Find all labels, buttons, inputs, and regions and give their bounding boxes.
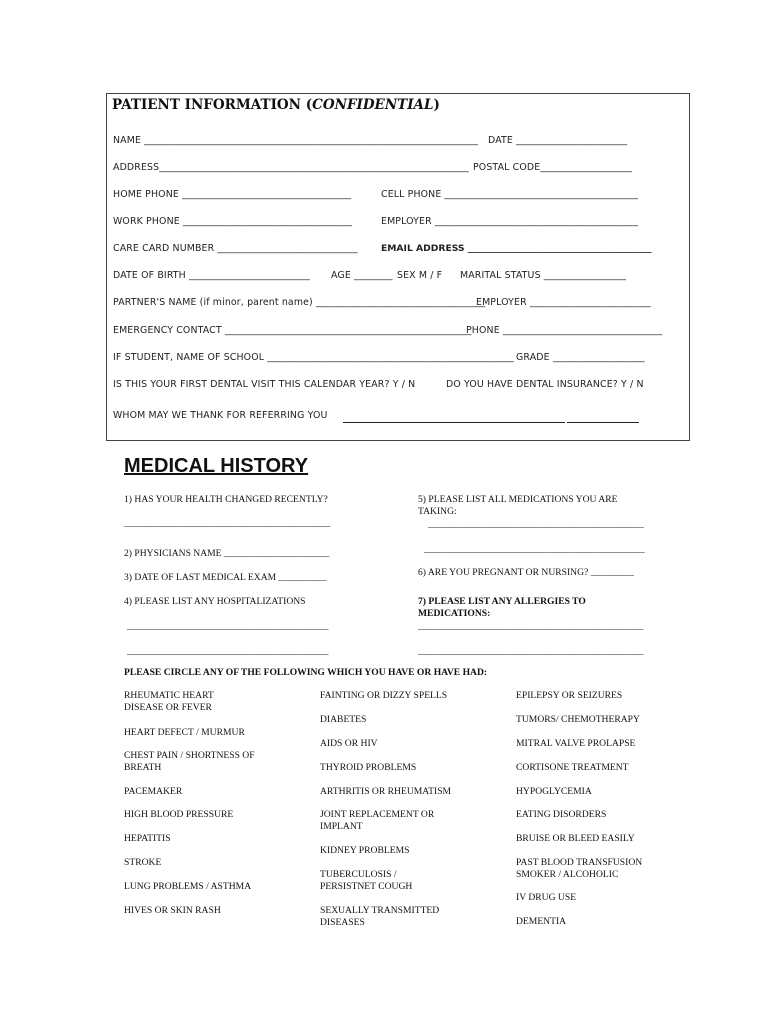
condition-pacemaker[interactable]: PACEMAKER: [124, 786, 183, 797]
condition-joint-replacement[interactable]: JOINT REPLACEMENT OR IMPLANT: [320, 809, 435, 832]
referring-line: [343, 422, 565, 423]
referring-line-end: [567, 422, 639, 423]
condition-rheumatic-heart[interactable]: RHEUMATIC HEART DISEASE OR FEVER: [124, 690, 214, 713]
cell-phone-field[interactable]: CELL PHONE ________________________________________: [381, 189, 639, 200]
condition-tuberculosis[interactable]: TUBERCULOSIS / PERSISTNET COUGH: [320, 869, 413, 892]
condition-hives[interactable]: HIVES OR SKIN RASH: [124, 905, 221, 916]
insurance-question[interactable]: DO YOU HAVE DENTAL INSURANCE? Y / N: [446, 379, 644, 390]
condition-epilepsy[interactable]: EPILEPSY OR SEIZURES: [516, 690, 623, 701]
condition-kidney[interactable]: KIDNEY PROBLEMS: [320, 845, 410, 856]
last-medical-exam-field[interactable]: 3) DATE OF LAST MEDICAL EXAM __________: [124, 572, 327, 583]
condition-thyroid[interactable]: THYROID PROBLEMS: [320, 762, 417, 773]
condition-heart-defect[interactable]: HEART DEFECT / MURMUR: [124, 727, 245, 738]
care-card-field[interactable]: CARE CARD NUMBER _____________________________: [113, 243, 358, 254]
phone-field[interactable]: PHONE _________________________________: [466, 325, 663, 336]
first-visit-question[interactable]: IS THIS YOUR FIRST DENTAL VISIT THIS CALENDAR YEAR? Y / N: [113, 379, 416, 390]
hospitalizations-line-1[interactable]: __________________________________________: [127, 621, 329, 632]
condition-stroke[interactable]: STROKE: [124, 857, 162, 868]
home-phone-field[interactable]: HOME PHONE ___________________________________: [113, 189, 352, 200]
condition-cortisone[interactable]: CORTISONE TREATMENT: [516, 762, 629, 773]
email-address-field[interactable]: EMAIL ADDRESS ________________________________________: [381, 243, 652, 254]
question-hospitalizations: 4) PLEASE LIST ANY HOSPITALIZATIONS: [124, 596, 306, 607]
condition-dementia[interactable]: DEMENTIA: [516, 916, 567, 927]
hospitalizations-line-2[interactable]: __________________________________________: [127, 646, 329, 657]
date-field[interactable]: DATE _______________________: [488, 135, 628, 146]
condition-hypoglycemia[interactable]: HYPOGLYCEMIA: [516, 786, 592, 797]
grade-field[interactable]: GRADE ___________________: [516, 352, 645, 363]
date-of-birth-field[interactable]: DATE OF BIRTH _________________________: [113, 270, 310, 281]
partner-employer-field[interactable]: EMPLOYER _________________________: [476, 297, 651, 308]
sex-field[interactable]: SEX M / F: [397, 270, 443, 281]
age-field[interactable]: AGE ________: [331, 270, 393, 281]
question-medications: 5) PLEASE LIST ALL MEDICATIONS YOU ARE TAKING:: [418, 494, 618, 517]
referring-field[interactable]: WHOM MAY WE THANK FOR REFERRING YOU: [113, 410, 328, 421]
condition-aids-hiv[interactable]: AIDS OR HIV: [320, 738, 378, 749]
pregnant-nursing-field[interactable]: 6) ARE YOU PREGNANT OR NURSING? _________: [418, 567, 634, 578]
work-phone-field[interactable]: WORK PHONE ___________________________________: [113, 216, 353, 227]
condition-bruise-bleed[interactable]: BRUISE OR BLEED EASILY: [516, 833, 635, 844]
condition-mitral-valve[interactable]: MITRAL VALVE PROLAPSE: [516, 738, 636, 749]
condition-hepatitis[interactable]: HEPATITIS: [124, 833, 171, 844]
marital-status-field[interactable]: MARITAL STATUS _________________: [460, 270, 627, 281]
allergies-line-1[interactable]: _______________________________________________: [418, 621, 644, 632]
condition-arthritis[interactable]: ARTHRITIS OR RHEUMATISM: [320, 786, 452, 797]
condition-std[interactable]: SEXUALLY TRANSMITTED DISEASES: [320, 905, 440, 928]
condition-eating-disorders[interactable]: EATING DISORDERS: [516, 809, 607, 820]
condition-chest-pain[interactable]: CHEST PAIN / SHORTNESS OF BREATH: [124, 750, 255, 773]
medical-history-heading: MEDICAL HISTORY: [124, 455, 309, 477]
postal-code-field[interactable]: POSTAL CODE___________________: [473, 162, 633, 173]
condition-iv-drug-use[interactable]: IV DRUG USE: [516, 892, 577, 903]
school-name-field[interactable]: IF STUDENT, NAME OF SCHOOL ___________________________________________________: [113, 352, 514, 363]
partner-name-field[interactable]: PARTNER'S NAME (if minor, parent name) ___________________________________: [113, 297, 486, 308]
circle-conditions-prompt: PLEASE CIRCLE ANY OF THE FOLLOWING WHICH YOU HAVE OR HAVE HAD:: [124, 667, 488, 678]
condition-smoker-alcoholic[interactable]: SMOKER / ALCOHOLIC: [516, 869, 619, 880]
condition-lung-problems[interactable]: LUNG PROBLEMS / ASTHMA: [124, 881, 252, 892]
allergies-line-2[interactable]: _______________________________________________: [418, 646, 644, 657]
condition-blood-transfusion[interactable]: PAST BLOOD TRANSFUSION: [516, 857, 643, 868]
emergency-contact-field[interactable]: EMERGENCY CONTACT ___________________________________________________: [113, 325, 472, 336]
condition-fainting[interactable]: FAINTING OR DIZZY SPELLS: [320, 690, 448, 701]
address-field[interactable]: ADDRESS________________________________________________________________: [113, 162, 469, 173]
condition-high-blood-pressure[interactable]: HIGH BLOOD PRESSURE: [124, 809, 234, 820]
condition-tumors[interactable]: TUMORS/ CHEMOTHERAPY: [516, 714, 640, 725]
question-health-changed: 1) HAS YOUR HEALTH CHANGED RECENTLY?: [124, 494, 328, 505]
patient-info-title: PATIENT INFORMATION (CONFIDENTIAL): [112, 97, 440, 113]
medications-line-2[interactable]: ______________________________________________: [424, 544, 645, 555]
employer-field[interactable]: EMPLOYER __________________________________________: [381, 216, 639, 227]
question-allergies: 7) PLEASE LIST ANY ALLERGIES TO MEDICATIONS:: [418, 596, 586, 619]
condition-diabetes[interactable]: DIABETES: [320, 714, 367, 725]
name-field[interactable]: NAME _____________________________________________________________________: [113, 135, 478, 146]
medications-line-1[interactable]: _____________________________________________: [428, 519, 644, 530]
health-changed-line[interactable]: ___________________________________________: [124, 518, 331, 529]
physicians-name-field[interactable]: 2) PHYSICIANS NAME ______________________: [124, 548, 330, 559]
